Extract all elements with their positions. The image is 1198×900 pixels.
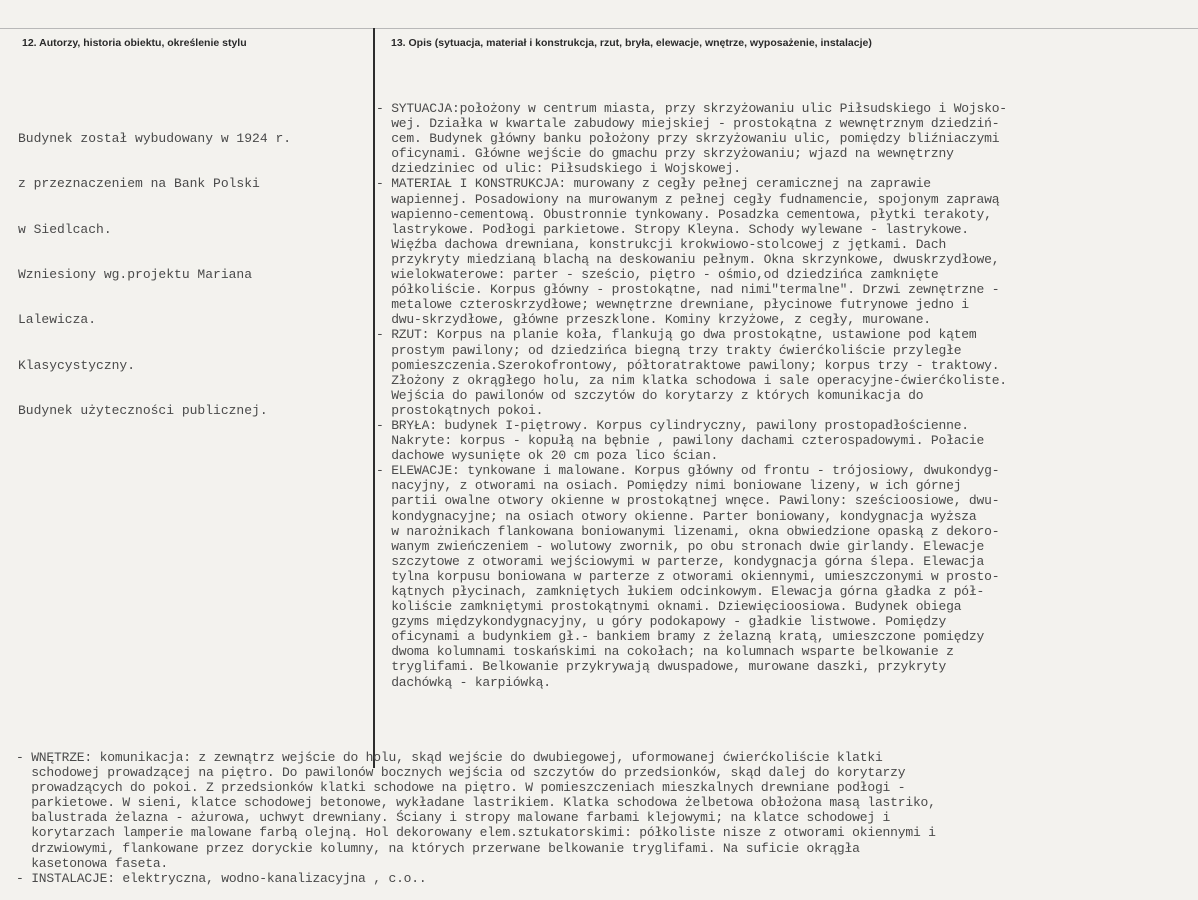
text-line: szczytowe z otworami wejściowymi w parterze, kondygnacja górna ślepa. Elewacja	[376, 553, 985, 569]
text-line: wapiennej. Posadowiony na murowanym z pełnej cegły fudnamencie, spojonym zaprawą	[376, 191, 1000, 207]
text-line: w narożnikach flankowana boniowanymi lizenami, okna obwiedzione opaską z dekoro-	[376, 523, 1000, 539]
text-line: - BRYŁA: budynek I-piętrowy. Korpus cylindryczny, pawilony prostopadłościenne.	[376, 417, 969, 433]
text-line: - SYTUACJA:położony w centrum miasta, przy skrzyżowaniu ulic Piłsudskiego i Wojsko-	[376, 101, 1007, 116]
text-line: wej. Działka w kwartale zabudowy miejskiej - prostokątna z wewnętrznym dziedziń-	[376, 116, 1000, 132]
top-rule	[0, 28, 1198, 29]
text-line: oficynami a budynkiem gł.- bankiem bramy z żelazną kratą, umieszczone pomiędzy	[376, 629, 985, 645]
text-line: kasetonowa faseta.	[16, 855, 169, 871]
history-text	[18, 101, 291, 448]
text-line: dwu-skrzydłowe, główne przeszklone. Kominy krzyżowe, z cegły, murowane.	[376, 312, 931, 328]
text-line: drzwiowymi, flankowane przez doryckie kolumny, na których przerwane belkowanie tryglifami. Na suficie okrągła	[16, 840, 860, 856]
text-line: dachowe wysunięte ok 20 cm poza lico ścian.	[376, 448, 719, 464]
column-divider	[373, 28, 375, 768]
interior-installations-text	[16, 750, 936, 886]
history-line: Lalewicza.	[18, 312, 97, 328]
text-line: oficynami. Główne wejście do gmachu przy skrzyżowaniu; wjazd na wewnętrzny	[376, 146, 954, 162]
text-line: schodowej prowadzącej na piętro. Do pawilonów bocznych wejścia od szczytów do przedsionków, skąd dalej do korytarzy	[16, 765, 906, 781]
text-line: balustrada żelazna - ażurowa, uchwyt drewniany. Ściany i stropy malowane farbami klejowymi; na klatce schodowej i	[16, 810, 891, 826]
history-line: z przeznaczeniem na Bank Polski	[18, 176, 260, 192]
text-line: - RZUT: Korpus na planie koła, flankują go dwa prostokątne, ustawione pod kątem	[376, 327, 977, 343]
text-line: korytarzach lamperie malowane farbą olejną. Hol dekorowany elem.sztukatorskimi: półkoliste nisze z otworami okiennymi i	[16, 825, 936, 841]
text-line: partii owalne otwory okienne w prostokątnej wnęce. Pawilony: sześcioosiowe, dwu-	[376, 493, 1000, 509]
history-line: Budynek został wybudowany w 1924 r.	[18, 131, 292, 147]
text-line: Wejścia do pawilonów od szczytów do korytarzy z których komunikacja do	[376, 387, 924, 403]
text-line: - MATERIAŁ I KONSTRUKCJA: murowany z cegły pełnej ceramicznej na zaprawie	[376, 176, 931, 192]
history-line: Klasycystyczny.	[18, 357, 136, 373]
text-line: dachówką - karpiówką.	[376, 674, 551, 690]
text-line: pomieszczenia.Szerokofrontowy, półtoratraktowe pawilony; korpus trzy - traktowy.	[376, 357, 1000, 373]
text-line: Więźba dachowa drewniana, konstrukcji krokwiowo-stolcowej z jętkami. Dach	[376, 236, 947, 252]
text-line: Złożony z okrągłego holu, za nim klatka schodowa i sale operacyjne-ćwierćkoliste.	[376, 372, 1007, 388]
text-line: prowadzących do pokoi. Z przedsionków klatki schodowe na piętro. W pomieszczeniach mieszkalnych drewniane podłogi -	[16, 780, 906, 796]
text-line: kondygnacyjne; na osiach otwory okienne. Parter boniowany, kondygnacja wyższa	[376, 508, 977, 524]
text-line: półkoliście. Korpus główny - prostokątne, nad nimi"termalne". Drzwi zewnętrzne -	[376, 282, 1000, 298]
text-line: przykryty miedzianą blachą na deskowaniu pełnym. Okna skrzynkowe, dwuskrzydłowe,	[376, 251, 1000, 267]
text-line: wanym zwieńczeniem - wolutowy zwornik, po obu stronach dwie girlandy. Elewacje	[376, 538, 985, 554]
text-line: wielokwaterowe: parter - sześcio, piętro - ośmio,od dziedzińca zamknięte	[376, 267, 939, 283]
text-line: nacyjny, z otworami na osiach. Pomiędzy nimi boniowane lizeny, w ich górnej	[376, 478, 962, 494]
text-line: Nakryte: korpus - kopułą na bębnie , pawilony dachami czterospadowymi. Połacie	[376, 433, 985, 449]
description-text	[376, 101, 1007, 690]
text-line: prostym pawilony; od dziedzińca biegną trzy trakty ćwierćkoliście przyległe	[376, 342, 962, 358]
history-line: w Siedlcach.	[18, 221, 112, 237]
text-line: metalowe czteroskrzydłowe; wewnętrzne drewniane, płycinowe futrynowe jedno i	[376, 297, 969, 313]
text-line: parkietowe. W sieni, klatce schodowej betonowe, wykładane lastrikiem. Klatka schodowa żelbetowa obłożona masą lastriko,	[16, 795, 936, 811]
text-line: - WNĘTRZE: komunikacja: z zewnątrz wejście do holu, skąd wejście do dwubiegowej, uformowanej ćwierćkoliście klatki	[16, 750, 883, 765]
text-line: kątnych płycinach, zamkniętych łukiem odcinkowym. Elewacja górna gładka z pół-	[376, 584, 985, 599]
section-13-title: 13. Opis (sytuacja, materiał i konstrukcja, rzut, bryła, elewacje, wnętrze, wyposażenie, instalacje)	[391, 37, 872, 49]
history-line: Budynek użyteczności publicznej.	[18, 402, 268, 418]
history-line: Wzniesiony wg.projektu Mariana	[18, 267, 253, 283]
text-line: dwoma kolumnami toskańskimi na cokołach; na kolumnach wsparte belkowanie z	[376, 644, 954, 660]
text-line: tryglifami. Belkowanie przykrywają dwuspadowe, murowane daszki, przykryty	[376, 659, 947, 675]
section-12-title: 12. Autorzy, historia obiektu, określenie stylu	[22, 37, 247, 49]
text-line: prostokątnych pokoi.	[376, 402, 544, 418]
text-line: koliście zamkniętymi prostokątnymi oknami. Dziewięcioosiowa. Budynek obiega	[376, 599, 962, 615]
text-line: wapienno-cementową. Obustronnie tynkowany. Posadzka cementowa, płytki terakoty,	[376, 206, 992, 222]
text-line: - ELEWACJE: tynkowane i malowane. Korpus główny od frontu - trójosiowy, dwukondyg-	[376, 463, 1000, 479]
text-line: gzyms międzykondygnacyjny, u góry podokapowy - gładkie listwowe. Pomiędzy	[376, 614, 947, 630]
text-line: lastrykowe. Podłogi parkietowe. Stropy Kleyna. Schody wylewane - lastrykowe.	[376, 221, 969, 237]
text-line: - INSTALACJE: elektryczna, wodno-kanalizacyjna , c.o..	[16, 870, 427, 886]
text-line: tylna korpusu boniowana w parterze z otworami okiennymi, umieszczonymi w prosto-	[376, 568, 1000, 584]
text-line: cem. Budynek główny banku położony przy skrzyżowaniu ulic, pomiędzy bliźniaczymi	[376, 131, 1000, 147]
text-line: dziedziniec od ulic: Piłsudskiego i Wojskowej.	[376, 161, 741, 177]
